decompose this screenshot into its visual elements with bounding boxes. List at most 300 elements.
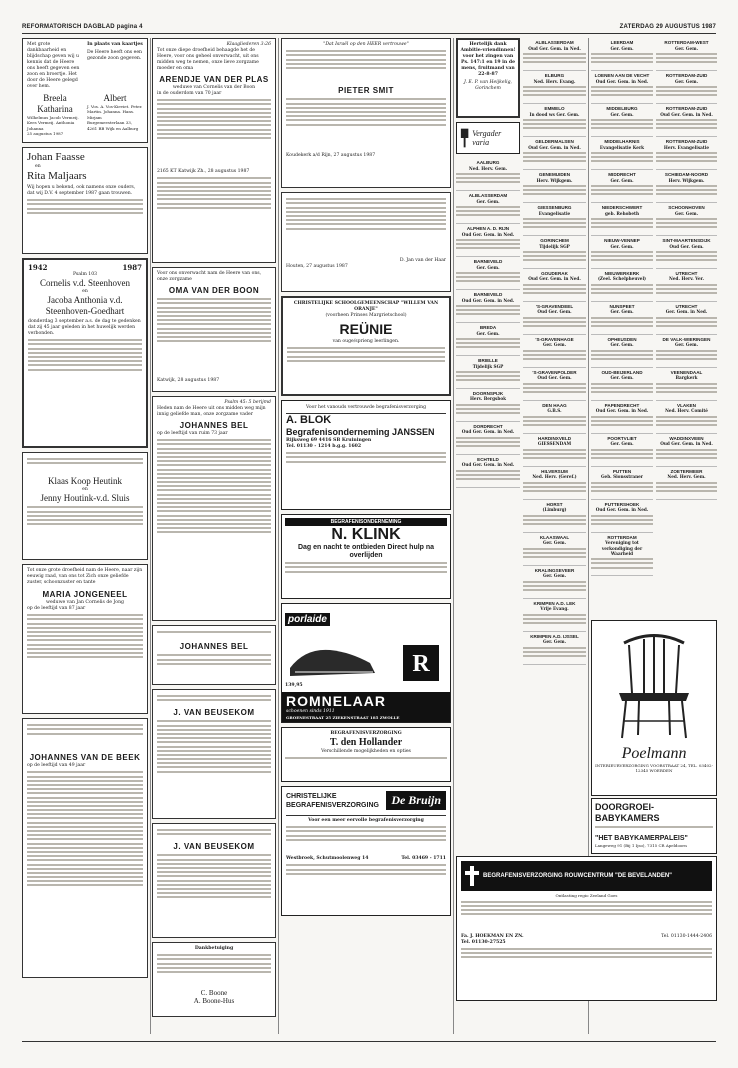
oma-intro: Voor ons onverwacht nam de Heere van ons, onze zorgzame <box>157 271 262 282</box>
church-place: NUNSPEET <box>609 303 635 309</box>
blok-name: A. BLOK <box>286 414 332 426</box>
church-place: HILVERSUM <box>541 468 568 474</box>
church-place: ROTTERDAM <box>607 534 637 540</box>
church-congregation: Ned. Herv. Gem. <box>468 165 508 171</box>
school-name: CHRISTELIJKE SCHOOLGEMEENSCHAP "WILLEM VAN ORANJE" <box>293 301 439 312</box>
janssen-tel: Tel. 01130 - 1214 b.g.g. 1602 <box>286 444 362 449</box>
church-service-entry <box>591 269 653 302</box>
church-congregation: Herv. Bergsbok <box>469 396 507 402</box>
obit-maria-age: op de leeftijd van 87 jaar <box>27 606 86 611</box>
church-service-entry <box>523 71 586 104</box>
church-place: NIEUWERKERK <box>604 270 640 276</box>
church-place: OPHEUSDEN <box>607 336 637 342</box>
church-place: HORST <box>546 501 563 507</box>
church-service-entry <box>523 533 586 566</box>
wedding-en: en <box>35 164 41 169</box>
arendje-verse: Klaagliederen 3:26 <box>226 42 271 47</box>
church-place: PUTTERSHOEK <box>604 501 640 507</box>
poelmann-logo: Poelmann <box>621 745 687 762</box>
church-congregation: Ger. Gem. <box>476 264 500 270</box>
church-congregation: Ger. Gem. <box>542 573 567 579</box>
church-service-entry <box>523 500 586 533</box>
cross-icon <box>465 866 479 886</box>
birth-parents: Wilhelmus Jacob Vermeij. Kees Vermeij. Anthonia Johanna <box>27 115 79 131</box>
church-congregation: Oud Ger. Gem. in Ned. <box>595 507 649 513</box>
church-congregation: Oud Ger. Gem. in Ned. <box>461 429 515 435</box>
birth-intro-2: In plaats van kaartjes <box>87 42 143 47</box>
thanks-ad-text: Hertelijk dank Ambitie-vriendinnen! voor het zingen van Ps. 147:1 en 19 in de mens, fruitmand van 22-8-87 <box>460 42 516 77</box>
church-congregation: Oud Ger. Gem. in Ned. <box>461 297 515 303</box>
bruijn-address: Westbroek, Schutmoolenweg 14 <box>286 856 369 862</box>
poelmann-ad <box>591 620 717 796</box>
church-place: GORINCHEM <box>540 237 569 243</box>
doorgroei-title: DOORGROEI-BABYKAMERS <box>595 802 660 823</box>
church-congregation: Ger. Gem. <box>610 309 634 315</box>
obituary-maria <box>22 564 148 714</box>
church-congregation: Ger. Gem. <box>476 198 500 204</box>
church-service-entry <box>591 467 653 500</box>
column-3 <box>281 38 451 1028</box>
groom-name-2: Klaas Koop Heutink <box>48 476 122 487</box>
church-place: ROTTERDAM-ZUID <box>665 72 708 78</box>
church-congregation: geb. Rehobeth <box>605 210 639 216</box>
church-list-b <box>523 38 586 665</box>
notice-houten <box>281 192 451 292</box>
birth-date: 25 augustus 1987 <box>27 131 64 137</box>
church-service-entry <box>456 455 520 488</box>
houten-date: Houten, 27 augustus 1987 <box>286 264 348 270</box>
church-place: KRIMPEN A.D. IJSSEL <box>530 633 579 639</box>
church-place: UTRECHT <box>675 303 698 309</box>
church-service-entry <box>656 71 717 104</box>
vergader-varia-title: Vergader varia <box>472 129 502 147</box>
church-service-entry <box>591 434 653 467</box>
church-service-entry <box>591 104 653 137</box>
doorgroei-sub: "HET BABYKAMERPALEIS" <box>595 835 688 843</box>
church-place: ALBLASSERDAM <box>468 192 508 198</box>
church-place: BRIELLE <box>478 357 498 363</box>
church-congregation: Oud Ger. Gem. <box>669 243 704 249</box>
poelmann-sub: INTERIEURVERZORGING VOORSTRAAT 24, TEL. 03402-12345 WOERDEN <box>595 763 713 774</box>
church-service-entry <box>523 434 586 467</box>
janssen-name: Begrafenisonderneming JANSSEN <box>286 427 435 437</box>
church-place: LEERDAM <box>610 40 634 45</box>
church-service-entry <box>656 401 717 434</box>
birth-child-name-2: Albert <box>103 93 127 103</box>
church-congregation: (Limburg) <box>542 507 567 513</box>
church-congregation: Oud Ger. Gem. in Ned. <box>461 462 515 468</box>
church-service-entry <box>591 368 653 401</box>
church-service-entry <box>523 38 586 71</box>
wedding-notice-2 <box>22 452 148 560</box>
church-place: DOORNSPIJK <box>472 390 504 396</box>
church-service-entry <box>656 368 717 401</box>
bel-name: JOHANNES BEL <box>179 421 249 430</box>
birth-family: J. Vos. A. Vos-Kieviet. Peter. Martin. Johanna. Hans. Mirjam <box>87 104 143 120</box>
arendje-sub: weduwe van Cornelis van der Boon <box>172 85 256 90</box>
church-place: ALPHEN A. D. RIJN <box>466 225 510 231</box>
church-service-entry <box>591 500 653 533</box>
church-place: KRIMPEN A.D. LEK <box>533 600 576 606</box>
church-place: AALBURG <box>476 160 500 165</box>
church-place: GELDERMALSEN <box>535 138 574 144</box>
church-congregation: Vereniging tot verkondiging der Waarheid <box>601 540 643 556</box>
church-service-entry <box>656 170 717 203</box>
church-congregation: Evangelisatie Kerk <box>599 144 645 150</box>
church-place: 'S-GRAVENPOLDER <box>532 369 577 375</box>
church-service-entry <box>456 356 520 389</box>
masthead-right: ZATERDAG 29 AUGUSTUS 1987 <box>619 24 716 30</box>
church-congregation: Ned. Herv. (Geref.) <box>532 474 577 480</box>
church-service-entry <box>591 38 653 71</box>
church-place: ALBLASSERDAM <box>535 40 574 45</box>
church-congregation: Herv. Evangelisatie <box>663 144 710 150</box>
church-place: ROTTERDAM-ZUID <box>665 105 708 111</box>
church-service-entry <box>456 389 520 422</box>
chair-illustration <box>594 623 714 743</box>
church-service-entry <box>656 236 717 269</box>
column-rule <box>150 38 151 1034</box>
church-congregation: Ned. Herv. Comité <box>665 408 708 414</box>
arendje-intro: Tot onze diepe droefheid behaagde het de Heere, voor ons geheel onverwacht, uit ons midden weg te nemen, onze lieve zorgzame moeder en oma <box>157 48 259 71</box>
obit-maria-sub: weduwe van Jan Cornelis de Jong <box>46 600 124 605</box>
romnelaar-address: GROENESTRAAT 25 ZIEKENSTRAAT 185 ZWOLLE <box>286 714 400 720</box>
hollander-line: Verschillende mogelijkheden en opties <box>321 749 411 754</box>
church-place: LOENEN AAN DE VECHT <box>594 72 650 78</box>
birth-address: Burgemeesterlaan 33, 4261 BB Wijk en Aalburg <box>87 120 139 131</box>
church-congregation: (Zeel. Schelpheuvel) <box>597 276 647 282</box>
church-service-entry <box>456 224 520 257</box>
church-service-entry <box>591 170 653 203</box>
church-congregation: Oud Ger. Gem. in Ned. <box>595 78 649 84</box>
anniversary-notice <box>22 258 148 448</box>
bel-age: op de leeftijd van ruim 73 jaar <box>157 431 228 436</box>
church-place: ELBURG <box>544 72 565 78</box>
hollander-title: BEGRAFENISVERZORGING <box>330 731 402 736</box>
church-congregation: Oud Ger. Gem. in Ned. <box>660 441 713 447</box>
church-congregation: Ger. Gem. <box>610 243 634 249</box>
vergader-varia-ad <box>456 122 520 154</box>
church-list-a <box>456 158 520 488</box>
church-congregation: Ger. Gem. in Ned. <box>665 309 708 315</box>
church-place: VEENENDAAL <box>670 369 703 375</box>
bruijn-title: CHRISTELIJKE BEGRAFENISVERZORGING <box>286 792 379 809</box>
column-rule <box>453 38 454 1034</box>
church-place: 'S-GRAVENDEEL <box>535 303 574 309</box>
pieter-name: PIETER SMIT <box>338 86 394 96</box>
church-place: 'S-GRAVENHAGE <box>535 336 574 342</box>
church-place: BARNEVELD <box>473 258 503 264</box>
shoe-price: 139,95 <box>285 683 303 688</box>
church-service-entry <box>656 269 717 302</box>
pieter-date: Koudekerk a/d Rijn, 27 augustus 1987 <box>286 153 376 159</box>
reunion-title: REÜNIE <box>339 321 393 337</box>
church-congregation: Herv. Wijkgem. <box>536 177 573 183</box>
hoekman-name: Fa. J. HOEKMAN EN ZN. <box>461 933 524 939</box>
church-place: NIEDERSCHWERT <box>601 204 643 210</box>
thanks-ad-name: J. E. P. van Heijkelig, Gorinchem <box>464 80 512 91</box>
column-2 <box>152 38 276 1028</box>
church-service-entry <box>591 335 653 368</box>
church-service-entry <box>591 71 653 104</box>
church-congregation: Oud Ger. Gem. in Ned. <box>528 45 581 51</box>
bruijn-slogan: Voor een meer eervolle begrafenisverzorging <box>286 815 446 824</box>
anniv-psalm: Psalm 103 <box>72 272 98 277</box>
church-service-entry <box>523 632 586 665</box>
church-place: KLAASWAAL <box>539 534 570 540</box>
klink-slogan: Dag en nacht te ontbieden Direct hulp na overlijden <box>297 544 435 559</box>
church-congregation: Ger. Gem. <box>610 111 634 117</box>
anniv-date: donderdag 3 september a.s. de dag te gedenken dat zij 45 jaar geleden in het huwelijk werden verbonden. <box>28 319 141 336</box>
bruijn-tel: Tel. 03469 - 1711 <box>401 856 446 862</box>
school-sub: (voorheen Prinses Margrietschool) <box>325 313 407 318</box>
romnelaar-logo-icon <box>401 643 441 683</box>
footer-rule <box>22 1041 716 1042</box>
beusekom-name: J. VAN BEUSEKOM <box>173 708 255 718</box>
birth-notice: Met grote dankbaarheid en blijdschap geven wij u kennis dat de Heere ons heeft gegeven een zoon en broertje. Het door de Heere gelegd over hem. In plaats van kaartjes De Heere heeft ons een gezonde zoon gegeven. Breela Katharina Wilhelmus Jacob Vermeij. Kees Vermeij. Anthonia Johanna 25 augustus 1987 Albert J. Vos. A. Vos-Kieviet. Peter. Martin. Johanna. Hans. Mirjam Burgemeesterlaan 33, 4261 BB Wijk en Aalburg <box>22 38 148 143</box>
anniv-en: en <box>82 289 88 294</box>
church-service-entry <box>656 137 717 170</box>
church-place: PAPENDRECHT <box>604 402 640 408</box>
obituary-johannes-bel-2 <box>152 625 276 685</box>
janssen-address: Rijksweg 69 4416 SB Kruiningen <box>286 438 372 443</box>
church-place: NIEUW-VENNEP <box>604 237 640 243</box>
wedding-text: Wij hopen u bekend, ook namens onze ouders, dat wij D.V. 4 september 1987 gaan trouwen. <box>27 185 136 196</box>
de-bruijn-ad <box>281 786 451 916</box>
oma-name: OMA VAN DER BOON <box>168 286 260 295</box>
church-place: BREDA <box>479 324 497 330</box>
anniv-husband: Cornelis v.d. Steenhoven <box>40 278 130 288</box>
obit-maria-name: MARIA JONGENEEL <box>42 590 128 599</box>
church-service-entry <box>523 302 586 335</box>
houten-signature: D. Jan van der Haar <box>399 258 446 264</box>
church-place: MIDDELBURG <box>606 105 638 111</box>
church-service-entry <box>456 290 520 323</box>
church-service-entry <box>656 335 717 368</box>
church-list-d <box>656 38 717 618</box>
church-service-entry <box>523 104 586 137</box>
church-place: GOUDERAK <box>541 270 568 276</box>
church-place: SINT-MAARTENSDIJK <box>662 237 711 243</box>
church-congregation: Ger. Gem. <box>610 177 634 183</box>
column-rule <box>278 38 279 1034</box>
church-service-entry <box>591 401 653 434</box>
church-service-entry <box>523 236 586 269</box>
arendje-place: 2165 KT Katwijk Zh., 28 augustus 1987 <box>157 169 250 175</box>
church-congregation: Oud Ger. Gem. <box>537 375 572 381</box>
church-place: DORDRECHT <box>473 423 503 429</box>
thanks-name-2: A. Boone-Hus <box>193 997 235 1006</box>
church-service-entry <box>656 302 717 335</box>
church-congregation: Ger. Gem. <box>610 45 634 51</box>
birth-child-name: Breela Katharina <box>37 93 73 114</box>
wedding-2-en: en <box>82 487 88 493</box>
church-service-entry <box>523 401 586 434</box>
reunion-ad <box>281 296 451 396</box>
church-congregation: Geb. Sionsstraner <box>600 474 644 480</box>
church-place: VLAKEN <box>677 402 696 408</box>
klink-ad <box>281 514 451 599</box>
church-congregation: G.B.S. <box>547 408 562 414</box>
church-service-entry <box>523 203 586 236</box>
church-service-entry <box>656 203 717 236</box>
beusekom-2-name: J. VAN BEUSEKOM <box>173 842 255 852</box>
church-service-entry <box>456 422 520 455</box>
doorgroei-ad <box>591 798 717 854</box>
church-service-entry <box>523 599 586 632</box>
klink-header: BEGRAFENISONDERNEMING <box>285 518 447 526</box>
church-service-entry <box>456 191 520 224</box>
church-congregation: Evangelisatie <box>538 210 571 216</box>
gavel-icon <box>459 126 470 150</box>
hoekman-tel: Tel. 01130-27525 <box>461 939 506 945</box>
church-place: POORTVLIET <box>607 435 637 441</box>
obituary-johannes-bel <box>152 396 276 621</box>
hoekman-tel-2: Tel. 01130-1444-2406 <box>661 933 712 939</box>
groom-name: Johan Faasse <box>27 151 85 163</box>
church-service-entry <box>591 302 653 335</box>
church-place: UTRECHT <box>675 270 698 276</box>
column-1 <box>22 38 148 1028</box>
church-congregation: Ned. Herv. Gem. <box>667 474 706 480</box>
obit-johannes-age: op de leeftijd van 49 jaar <box>27 763 86 769</box>
church-congregation: Oud Ger. Gem. in Ned. <box>595 408 649 414</box>
church-congregation: Ger. Gem. <box>674 45 699 51</box>
church-congregation: Oud Ger. Gem. in Ned. <box>528 144 581 150</box>
bevelanden-title: BEGRAFENISVERZORGING ROUWCENTRUM "DE BEVELANDEN" <box>483 873 673 879</box>
church-service-entry <box>523 335 586 368</box>
obit-intro: Tot onze grote droefheid nam de Heere, naar zijn eeuwig raad, van ons tot Zich onze geliefde zuster, schoonzuster en tante <box>27 568 143 585</box>
obit-johannes-name: JOHANNES VAN DE BEEK <box>29 753 141 763</box>
romnelaar-ad: porlaide 139,95 R ROMNELAAR schoenen sinds 1911 GROENESTRAAT 25 ZIEKENSTRAAT 185 ZWOLLE <box>281 603 451 723</box>
romnelaar-brand: ROMNELAAR <box>286 692 386 709</box>
obituary-pieter <box>281 38 451 188</box>
church-place: OUD-BEIJERLAND <box>601 369 643 375</box>
church-service-entry <box>591 137 653 170</box>
church-congregation: Oud Ger. Gem. in Ned. <box>528 276 581 282</box>
church-service-entry <box>656 434 717 467</box>
masthead-left: REFORMATORISCH DAGBLAD pagina 4 <box>22 24 143 30</box>
church-congregation: GIESSENDAM <box>537 441 572 447</box>
church-congregation: Ger. Gem. <box>674 78 699 84</box>
shoe-illustration <box>285 628 385 683</box>
church-place: GIESSENBURG <box>537 204 572 210</box>
church-congregation: Ger. Gem. <box>542 639 567 645</box>
church-congregation: Bargkerk <box>675 375 698 381</box>
church-congregation: Ger. Gem. <box>542 540 567 546</box>
church-service-entry <box>656 104 717 137</box>
birth-intro: Met grote dankbaarheid en blijdschap geven wij u kennis dat de Heere ons heeft gegeven een zoon en broertje. Het door de Heere gelegd over hem. <box>27 42 80 89</box>
obituary-johannes <box>22 718 148 978</box>
arendje-age: in de ouderdom van 70 jaar <box>157 91 222 96</box>
church-congregation: Ned. Herv. Ver. <box>669 276 704 282</box>
obituary-beusekom <box>152 689 276 819</box>
church-congregation: Ger. Gem. <box>674 210 699 216</box>
church-congregation: Ger. Gem. <box>476 330 500 336</box>
church-place: ROTTERDAM-ZUID <box>665 138 708 144</box>
church-place: KRALINGSEVEER <box>534 567 575 573</box>
church-place: SCHOONHOVEN <box>668 204 705 210</box>
thanks-ad <box>456 38 520 118</box>
romnelaar-sub: schoenen sinds 1911 <box>286 708 335 714</box>
church-congregation: In dood ws Ger. Gem. <box>529 111 580 117</box>
church-place: EMMELO <box>544 105 565 111</box>
pieter-verse: "Dat Israël op den HEER vertrouwe" <box>323 42 409 47</box>
wedding-notice <box>22 147 148 254</box>
church-congregation: Oud Ger. Gem. <box>537 309 572 315</box>
church-place: HARDINXVELD <box>537 435 572 441</box>
church-congregation: Ger. Gem. <box>542 342 567 348</box>
church-place: MIDDRECHT <box>608 171 636 177</box>
church-place: DE VALK-WIERINGEN <box>662 336 711 342</box>
church-place: MIDDELHARNIS <box>604 138 640 144</box>
church-place: ZOETERMEER <box>670 468 703 474</box>
hollander-ad <box>281 727 451 782</box>
church-congregation: Tijdelijk SGP <box>472 363 504 369</box>
church-congregation: Ger. Gem. <box>610 375 634 381</box>
church-service-entry <box>523 368 586 401</box>
church-congregation: Ger. Gem. <box>610 342 634 348</box>
church-service-entry <box>456 158 520 191</box>
thanks-title: Dankbetuiging <box>194 946 234 951</box>
bel-2-name: JOHANNES BEL <box>179 642 249 652</box>
church-congregation: Oud Ger. Gem. in Ned. <box>660 111 713 117</box>
obituary-arendje <box>152 38 276 263</box>
obituary-oma <box>152 267 276 392</box>
bevelanden-ad <box>456 856 717 1001</box>
church-congregation: Ned. Herv. Evang. <box>533 78 576 84</box>
doorgroei-address: Langeweg 91 (Bij 1 Ijso), 7315 CR Apeldoorn <box>595 843 687 849</box>
svg-text:R: R <box>412 651 430 677</box>
church-congregation: Vrije Evang. <box>540 606 569 612</box>
bel-intro: Heden nam de Heere uit ons midden weg mijn innig geliefde man, onze zorgzame vader <box>157 406 266 417</box>
church-service-entry <box>523 170 586 203</box>
anniv-year-left: 1942 <box>28 263 48 272</box>
church-service-entry <box>591 533 653 576</box>
arendje-name: ARENDJE VAN DER PLAS <box>159 75 269 84</box>
anniv-year-right: 1987 <box>122 263 142 272</box>
janssen-ad: Voor het vanouds vertrouwde begrafenisverzorging A. BLOK Begrafenisonderneming JANSSEN Rijksweg 69 4416 SB Kruiningen Tel. 01130 - 1214 b.g.g. 1602 <box>281 400 451 510</box>
church-congregation: Tijdelijk SGP <box>539 243 570 249</box>
bride-name-2: Jenny Houtink-v.d. Sluis <box>40 493 130 504</box>
bevelanden-sub: Ontlasting regio Zeeland Goes <box>555 893 618 898</box>
church-place: BARNEVELD <box>473 291 503 297</box>
church-service-entry <box>656 38 717 71</box>
bride-name: Rita Maljaars <box>27 170 87 182</box>
church-place: GENEMUIDEN <box>538 171 571 177</box>
church-place: PUTTEN <box>612 468 632 474</box>
church-service-entry <box>456 257 520 290</box>
masthead <box>22 24 716 34</box>
church-place: ECHTELD <box>477 456 499 462</box>
church-service-entry <box>523 137 586 170</box>
church-service-entry <box>656 467 717 500</box>
oma-place: Katwijk, 28 augustus 1987 <box>157 378 220 384</box>
church-congregation: Oud Ger. Gem. in Ned. <box>461 231 515 237</box>
church-service-entry <box>591 236 653 269</box>
thanks-name-1: C. Boone <box>200 989 228 998</box>
church-service-entry <box>523 269 586 302</box>
church-service-entry <box>523 566 586 599</box>
thanks-notice <box>152 942 276 1017</box>
anniv-wife: Jacoba Anthonia v.d. Steenhoven-Goedhart <box>45 295 125 316</box>
obituary-beusekom-2 <box>152 823 276 938</box>
church-place: ROTTERDAM-WEST <box>664 40 709 45</box>
church-place: WADDINXVEEN <box>669 435 704 441</box>
church-list-c <box>591 38 653 618</box>
church-place: DEN HAAG <box>542 402 567 408</box>
bel-psalm: Psalm 45: 5 berijmd <box>224 400 271 405</box>
